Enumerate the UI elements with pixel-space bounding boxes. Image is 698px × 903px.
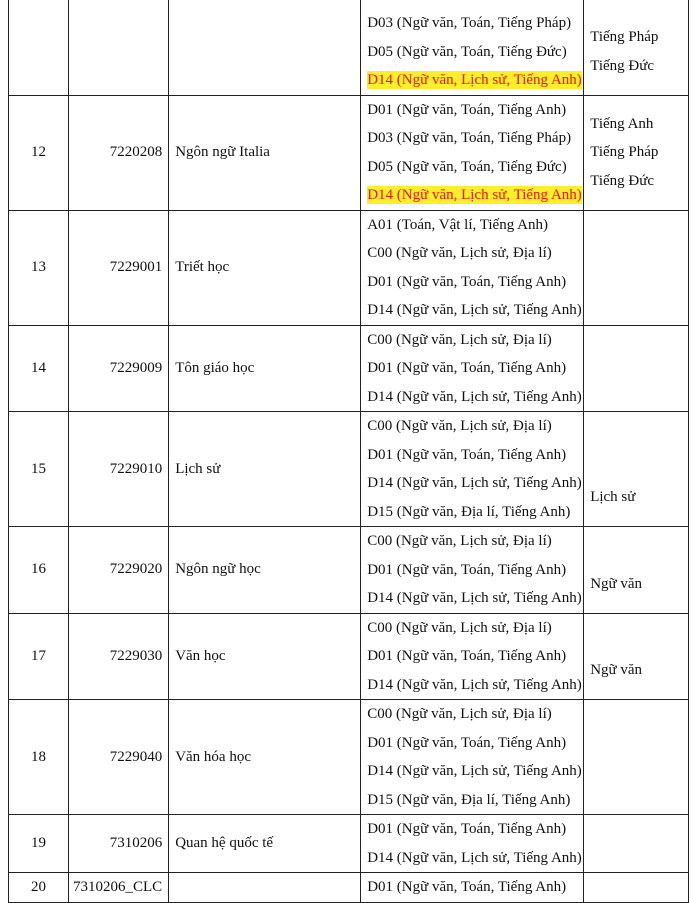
major-name-cell: Lịch sử <box>169 412 361 527</box>
table-row <box>9 873 689 903</box>
table-row <box>9 210 689 325</box>
subject-combination <box>361 815 583 844</box>
subject-combination <box>361 38 583 67</box>
major-name-cell: Tôn giáo học <box>169 325 361 412</box>
subject-combination <box>361 9 583 38</box>
table-row <box>9 815 689 873</box>
major-code-cell: 7310206_CLC <box>69 873 169 903</box>
subject-combination <box>361 326 583 355</box>
combination-text: D05 (Ngữ văn, Toán, Tiếng Đức) <box>367 158 567 175</box>
exam-subject: Ngữ văn <box>590 575 643 592</box>
combination-text: D14 (Ngữ văn, Lịch sử, Tiếng Anh) <box>367 590 582 606</box>
table-row <box>9 613 689 700</box>
row-index-cell: 12 <box>9 95 69 210</box>
subject-combinations-cell <box>361 412 584 527</box>
exam-subject: Tiếng Đức <box>590 172 655 189</box>
admission-table <box>8 0 689 903</box>
table-row <box>9 95 689 210</box>
subject-combination <box>361 786 583 815</box>
major-code-cell: 7229040 <box>69 700 169 815</box>
combination-text: D15 (Ngữ văn, Địa lí, Tiếng Anh) <box>367 791 571 808</box>
major-code-cell: 7229030 <box>69 613 169 700</box>
combination-text: D01 (Ngữ văn, Toán, Tiếng Anh) <box>367 648 567 664</box>
combination-text: D01 (Ngữ văn, Toán, Tiếng Anh) <box>367 446 567 463</box>
exam-subject <box>584 628 688 657</box>
subject-combinations-cell <box>361 527 584 614</box>
exam-subject <box>584 10 688 23</box>
combination-text: D14 (Ngữ văn, Lịch sử, Tiếng Anh) <box>367 388 582 405</box>
table-row <box>9 700 689 815</box>
subject-combination <box>361 671 583 700</box>
exam-subject-cell <box>584 210 689 325</box>
major-name-cell: Văn hóa học <box>169 700 361 815</box>
subject-combinations-cell <box>361 700 584 815</box>
subject-combinations-cell <box>361 613 584 700</box>
exam-subject <box>584 426 688 455</box>
subject-combination <box>361 498 583 527</box>
exam-subject-cell <box>584 527 689 614</box>
subject-combination <box>361 412 583 441</box>
combination-text: D14 (Ngữ văn, Lịch sử, Tiếng Anh) <box>367 763 582 779</box>
table-row <box>9 412 689 527</box>
subject-combination <box>361 0 583 9</box>
subject-combinations-cell <box>361 325 584 412</box>
combination-text: C00 (Ngữ văn, Lịch sử, Địa lí) <box>367 706 552 722</box>
row-index-cell: 14 <box>9 325 69 412</box>
row-index-cell <box>9 0 69 95</box>
exam-subject-cell <box>584 95 689 210</box>
combination-text: D03 (Ngữ văn, Toán, Tiếng Pháp) <box>367 130 572 146</box>
major-name-cell: Văn học <box>169 613 361 700</box>
exam-subject: Tiếng Đức <box>590 57 655 74</box>
row-index-cell: 16 <box>9 527 69 614</box>
exam-subject <box>584 455 688 484</box>
subject-combinations-cell <box>361 210 584 325</box>
combination-text: C00 (Ngữ văn, Lịch sử, Địa lí) <box>367 418 552 434</box>
row-index-cell: 19 <box>9 815 69 873</box>
subject-combination <box>361 642 583 671</box>
major-name-cell <box>169 873 361 903</box>
subject-combination <box>361 700 583 729</box>
row-index-cell: 15 <box>9 412 69 527</box>
row-index-cell: 20 <box>9 873 69 903</box>
exam-subject-cell <box>584 325 689 412</box>
exam-subject: Ngữ văn <box>590 662 643 679</box>
major-code-cell: 7229010 <box>69 412 169 527</box>
exam-subject: Tiếng Pháp <box>590 144 659 161</box>
subject-combinations-cell <box>361 815 584 873</box>
highlighted-combination-text: D14 (Ngữ văn, Lịch sử, Tiếng Anh) <box>367 72 582 88</box>
row-index-cell: 13 <box>9 210 69 325</box>
exam-subject-cell <box>584 700 689 815</box>
subject-combinations-cell <box>361 95 584 210</box>
exam-subject: Lịch sử <box>590 489 636 506</box>
combination-text: A01 (Toán, Vật lí, Tiếng Anh) <box>367 216 548 233</box>
combination-text: D14 (Ngữ văn, Lịch sử, Tiếng Anh) <box>367 676 582 693</box>
combination-text: C00 (Ngữ văn, Lịch sử, Địa lí) <box>367 331 552 348</box>
subject-combination <box>361 124 583 153</box>
subject-combination <box>361 556 583 585</box>
subject-combination <box>361 239 583 268</box>
subject-combination <box>361 268 583 297</box>
subject-combination <box>361 181 583 210</box>
major-name-cell: Triết học <box>169 210 361 325</box>
combination-text: D14 (Ngữ văn, Lịch sử, Tiếng Anh) <box>367 475 582 491</box>
table-row <box>9 0 689 95</box>
subject-combination <box>361 527 583 556</box>
combination-text: D01 (Ngữ văn, Toán, Tiếng Anh) <box>367 879 567 895</box>
combination-text: C00 (Ngữ văn, Lịch sử, Địa lí) <box>367 533 552 549</box>
subject-combination <box>361 441 583 470</box>
combination-text: D05 (Ngữ văn, Toán, Tiếng Đức) <box>367 43 567 60</box>
subject-combination <box>361 153 583 182</box>
exam-subject <box>584 541 688 570</box>
row-index-cell: 18 <box>9 700 69 815</box>
major-name-cell <box>169 0 361 95</box>
combination-text: D03 (Ngữ văn, Toán, Tiếng Pháp) <box>367 15 572 31</box>
major-code-cell: 7229001 <box>69 210 169 325</box>
subject-combinations-cell <box>361 873 584 903</box>
combination-text: D14 (Ngữ văn, Lịch sử, Tiếng Anh) <box>367 302 582 318</box>
subject-combination <box>361 757 583 786</box>
combination-text: D01 (Ngữ văn, Toán, Tiếng Anh) <box>367 273 567 290</box>
combination-text: D01 (Ngữ văn, Toán, Tiếng Anh) <box>367 561 567 578</box>
major-code-cell: 7229009 <box>69 325 169 412</box>
major-name-cell: Ngôn ngữ học <box>169 527 361 614</box>
major-code-cell: 7310206 <box>69 815 169 873</box>
major-code-cell: 7220208 <box>69 95 169 210</box>
major-code-cell <box>69 0 169 95</box>
exam-subject-cell <box>584 815 689 873</box>
table-row <box>9 325 689 412</box>
major-name-cell: Quan hệ quốc tế <box>169 815 361 873</box>
subject-combination <box>361 354 583 383</box>
subject-combinations-cell <box>361 0 584 95</box>
row-index-cell: 17 <box>9 613 69 700</box>
combination-text: D14 (Ngữ văn, Lịch sử, Tiếng Anh) <box>367 849 582 866</box>
exam-subject-cell <box>584 613 689 700</box>
subject-combination <box>361 873 583 902</box>
subject-combination <box>361 469 583 498</box>
admission-table-body <box>9 0 689 902</box>
subject-combination <box>361 614 583 643</box>
combination-text: D15 (Ngữ văn, Địa lí, Tiếng Anh) <box>367 503 571 520</box>
exam-subject: Tiếng Anh <box>590 115 654 132</box>
subject-combination <box>361 96 583 125</box>
exam-subject-cell <box>584 412 689 527</box>
combination-text: D01 (Ngữ văn, Toán, Tiếng Anh) <box>367 821 567 837</box>
subject-combination <box>361 211 583 240</box>
combination-text: C00 (Ngữ văn, Lịch sử, Địa lí) <box>367 245 552 261</box>
combination-text: D01 (Ngữ văn, Toán, Tiếng Anh) <box>367 101 567 118</box>
subject-combination <box>361 296 583 325</box>
table-row <box>9 527 689 614</box>
combination-text: D01 (Ngữ văn, Toán, Tiếng Anh) <box>367 360 567 376</box>
subject-combination <box>361 66 583 95</box>
exam-subject-cell <box>584 873 689 903</box>
subject-combination <box>361 383 583 412</box>
combination-text: C00 (Ngữ văn, Lịch sử, Địa lí) <box>367 619 552 636</box>
subject-combination <box>361 584 583 613</box>
combination-text: D01 (Ngữ văn, Toán, Tiếng Anh) <box>367 734 567 751</box>
exam-subject: Tiếng Pháp <box>590 29 659 46</box>
subject-combination <box>361 729 583 758</box>
major-name-cell: Ngôn ngữ Italia <box>169 95 361 210</box>
subject-combination <box>361 844 583 873</box>
highlighted-combination-text: D14 (Ngữ văn, Lịch sử, Tiếng Anh) <box>367 187 582 203</box>
exam-subject-cell <box>584 0 689 95</box>
major-code-cell: 7229020 <box>69 527 169 614</box>
